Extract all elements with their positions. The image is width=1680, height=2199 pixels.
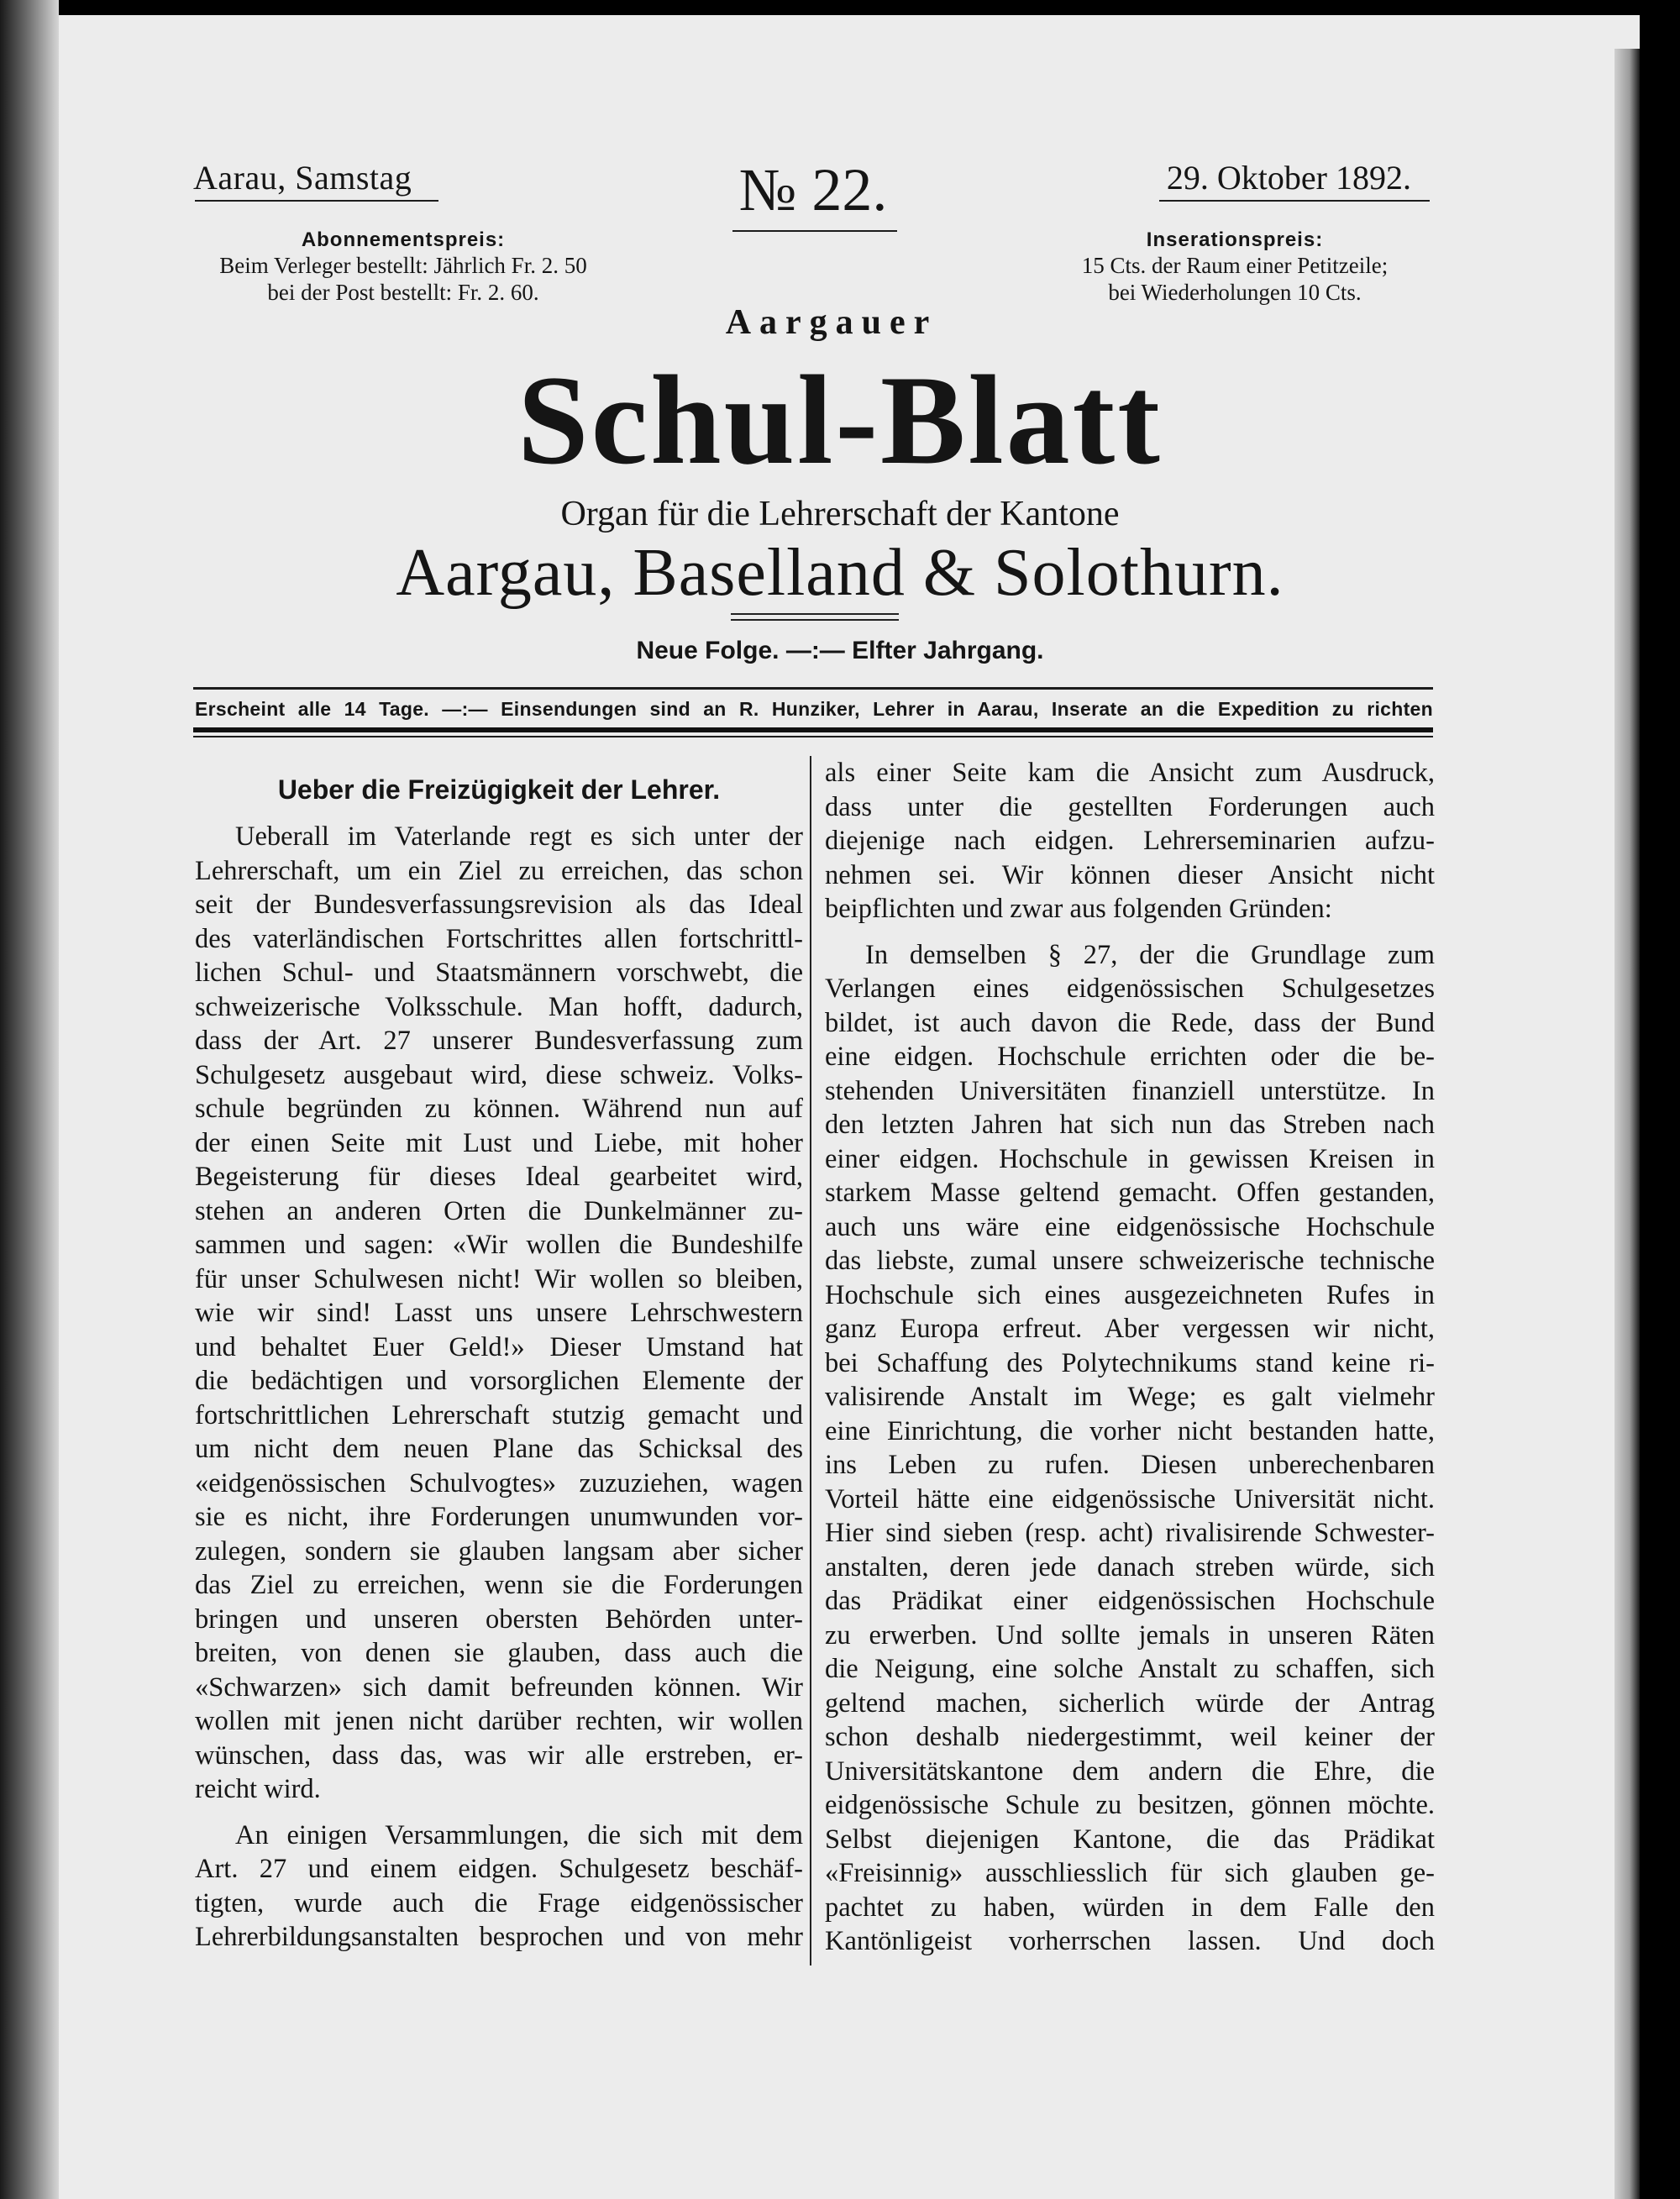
body-line: des vaterländischen Fortschrittes allen fortschrittl- [195, 923, 803, 954]
subscription-line: Beim Verleger bestellt: Jährlich Fr. 2. 50 [219, 253, 587, 278]
article-title: Ueber die Freizügigkeit der Lehrer. [277, 774, 721, 805]
insertion-line: 15 Cts. der Raum einer Petitzeile; [1081, 253, 1389, 278]
body-line: Verlangen eines eidgenössischen Schulgesetzes [825, 974, 1435, 1004]
notice-rule-thick [193, 727, 1433, 732]
body-line: ins Leben zu rufen. Diesen unberechenbaren [825, 1450, 1435, 1480]
subscription-line: bei der Post bestellt: Fr. 2. 60. [267, 280, 539, 305]
body-line: für unser Schulwesen nicht! Wir wollen so bleiben, [195, 1263, 803, 1294]
body-line: die bedächtigen und vorsorglichen Elemente der [195, 1366, 803, 1396]
issue-number: № 22. [738, 156, 888, 223]
body-line: Kantönligeist vorherrschen lassen. Und doch [825, 1926, 1435, 1956]
masthead-series-line: Neue Folge. —:— Elfter Jahrgang. [636, 637, 1044, 664]
notice-rule-thin [193, 736, 1433, 737]
body-line: Selbst diejenigen Kantone, die das Prädikat [825, 1824, 1435, 1855]
body-line: starkem Masse geltend gemacht. Offen gestanden, [825, 1178, 1435, 1208]
body-line: bringen und unseren obersten Behörden unter- [195, 1603, 803, 1635]
body-line: und behaltet Euer Geld!» Dieser Umstand hat [195, 1331, 803, 1362]
body-line: wie wir sind! Lasst uns unsere Lehrschwestern [195, 1298, 803, 1328]
body-line: schule begründen zu können. Während nun auf [195, 1094, 803, 1124]
body-line: einer eidgen. Hochschule in gewissen Kreisen in [825, 1143, 1435, 1174]
body-line: «Freisinnig» ausschliesslich für sich glauben ge- [825, 1858, 1435, 1888]
insertion-line: bei Wiederholungen 10 Cts. [1108, 280, 1362, 305]
body-line: auch uns wäre eine eidgenössische Hochschule [825, 1211, 1435, 1242]
body-line: In demselben § 27, der die Grundlage zum [865, 939, 1435, 970]
body-line: stehen an anderen Orten die Dunkelmänner zu- [195, 1195, 803, 1226]
body-line: stehenden Universitäten finanziell unterstütze. In [825, 1075, 1435, 1106]
masthead-double-rule [731, 613, 899, 615]
body-line: «Schwarzen» sich damit befreunden können. Wir [195, 1672, 803, 1703]
body-line: geltend machen, sicherlich würde der Antrag [825, 1687, 1435, 1719]
body-line: zulegen, sondern sie glauben langsam aber sicher [195, 1535, 803, 1567]
body-line: ganz Europa erfreut. Aber vergessen wir nicht, [825, 1314, 1435, 1344]
body-line: dass unter die gestellten Forderungen auch [825, 791, 1435, 822]
body-line: Lehrerbildungsanstalten besprochen und von mehr [195, 1922, 803, 1952]
masthead-kicker: Aargauer [725, 303, 938, 342]
page-edge-shadow [1614, 49, 1640, 2199]
insertion-heading: Inserationspreis: [1146, 228, 1324, 251]
subscription-heading: Abonnementspreis: [301, 228, 506, 251]
body-line: das liebste, zumal unsere schweizerische technische [825, 1246, 1435, 1276]
insertion-price-box [1042, 228, 1428, 306]
body-line: bei Schaffung des Polytechnikums stand keine ri- [825, 1347, 1435, 1378]
body-line: anstalten, deren jede danach streben würde, sich [825, 1551, 1435, 1582]
article-column-right [825, 756, 1435, 1959]
body-line: der einen Seite mit Lust und Liebe, mit hoher [195, 1127, 803, 1158]
place-and-day: Aarau, Samstag [193, 159, 412, 197]
body-line: als einer Seite kam die Ansicht zum Ausdruck, [825, 758, 1435, 788]
body-line: wollen mit jenen nicht darüber rechten, wir wollen [195, 1706, 803, 1736]
body-line: den letzten Jahren hat sich nun das Streben nach [825, 1110, 1435, 1140]
body-line: Lehrerschaft, um ein Ziel zu erreichen, das schon [195, 855, 803, 886]
publication-notice: Erscheint alle 14 Tage. —:— Einsendungen sind an R. Hunziker, Lehrer in Aarau, Inserate an die Expedition zu richten [195, 698, 1433, 720]
body-line: sie es nicht, ihre Forderungen unumwunden vor- [195, 1502, 803, 1532]
body-line: An einigen Versammlungen, die sich mit dem [235, 1819, 803, 1850]
header-rule-left [195, 200, 438, 202]
body-line: lichen Schul- und Staatsmännern vorschwebt, die [195, 958, 803, 988]
book-spine-shadow [0, 0, 59, 2199]
body-line: Ueberall im Vaterlande regt es sich unter der [235, 821, 803, 852]
header-rule-center [732, 230, 897, 232]
body-line: Art. 27 und einem eidgen. Schulgesetz beschäf- [195, 1854, 803, 1884]
body-line: Hier sind sieben (resp. acht) rivalisirende Schwester- [825, 1518, 1435, 1548]
body-line: Schulgesetz ausgebaut wird, diese schweiz. Volks- [195, 1059, 803, 1090]
body-line: das Ziel zu erreichen, wenn sie die Forderungen [195, 1570, 803, 1600]
article-column-left [195, 756, 803, 1955]
body-line: schon deshalb niedergestimmt, weil keiner der [825, 1722, 1435, 1752]
body-line: dass der Art. 27 unserer Bundesverfassung zum [195, 1026, 803, 1056]
body-line: tigten, wurde auch die Frage eidgenössischer [195, 1887, 803, 1918]
body-line: Vorteil hätte eine eidgenössische Universität nicht. [825, 1483, 1435, 1514]
body-line: eine eidgen. Hochschule errichten oder die be- [825, 1042, 1435, 1072]
subscription-price-box [193, 228, 613, 306]
body-line: eidgenössische Schule zu besitzen, gönnen möchte. [825, 1790, 1435, 1820]
body-line: fortschrittlichen Lehrerschaft stutzig gemacht und [195, 1399, 803, 1430]
body-line: zu erwerben. Und sollte jemals in unseren Räten [825, 1619, 1435, 1651]
body-line: Begeisterung für dieses Ideal gearbeitet wird, [195, 1162, 803, 1192]
body-line: um nicht dem neuen Plane das Schicksal des [195, 1434, 803, 1464]
body-line: sammen und sagen: «Wir wollen die Bundeshilfe [195, 1230, 803, 1260]
body-line: breiten, von denen sie glauben, dass auch die [195, 1638, 803, 1668]
body-line: die Neigung, eine solche Anstalt zu schaffen, sich [825, 1654, 1435, 1684]
body-line: wünschen, dass das, was wir alle erstreben, er- [195, 1740, 803, 1771]
body-line: das Prädikat einer eidgenössischen Hochschule [825, 1586, 1435, 1616]
body-line: bildet, ist auch davon die Rede, dass der Bund [825, 1007, 1435, 1038]
header-rule-right [1159, 200, 1430, 202]
notice-rule-top [193, 687, 1433, 690]
body-line: valisirende Anstalt im Wege; es galt vielmehr [825, 1382, 1435, 1412]
body-line: seit der Bundesverfassungsrevision als das Ideal [195, 890, 803, 920]
body-line: «eidgenössischen Schulvogtes» zuzuziehen, wagen [195, 1467, 803, 1498]
masthead-title: Schul-Blatt [517, 349, 1163, 491]
masthead-double-rule [731, 619, 899, 621]
body-line: nehmen sei. Wir können dieser Ansicht nicht [825, 859, 1435, 890]
body-line: pachtet zu haben, würden in dem Falle den [825, 1892, 1435, 1923]
masthead-organ-line: Organ für die Lehrerschaft der Kantone [560, 495, 1120, 533]
body-line: diejenige nach eidgen. Lehrerseminarien aufzu- [825, 826, 1435, 856]
issue-date: 29. Oktober 1892. [1166, 159, 1411, 197]
body-line: schweizerische Volksschule. Man hofft, dadurch, [195, 991, 803, 1022]
masthead-cantons: Aargau, Baselland & Solothurn. [396, 536, 1284, 610]
column-divider [810, 756, 811, 1965]
body-line: eine Einrichtung, die vorher nicht bestanden hatte, [825, 1415, 1435, 1446]
body-line: Universitätskantone dem andern die Ehre, die [825, 1756, 1435, 1787]
body-line: Hochschule sich eines ausgezeichneten Rufes in [825, 1279, 1435, 1310]
body-line: reicht wird. [195, 1774, 321, 1804]
body-line: beipflichten und zwar aus folgenden Gründen: [825, 894, 1332, 924]
